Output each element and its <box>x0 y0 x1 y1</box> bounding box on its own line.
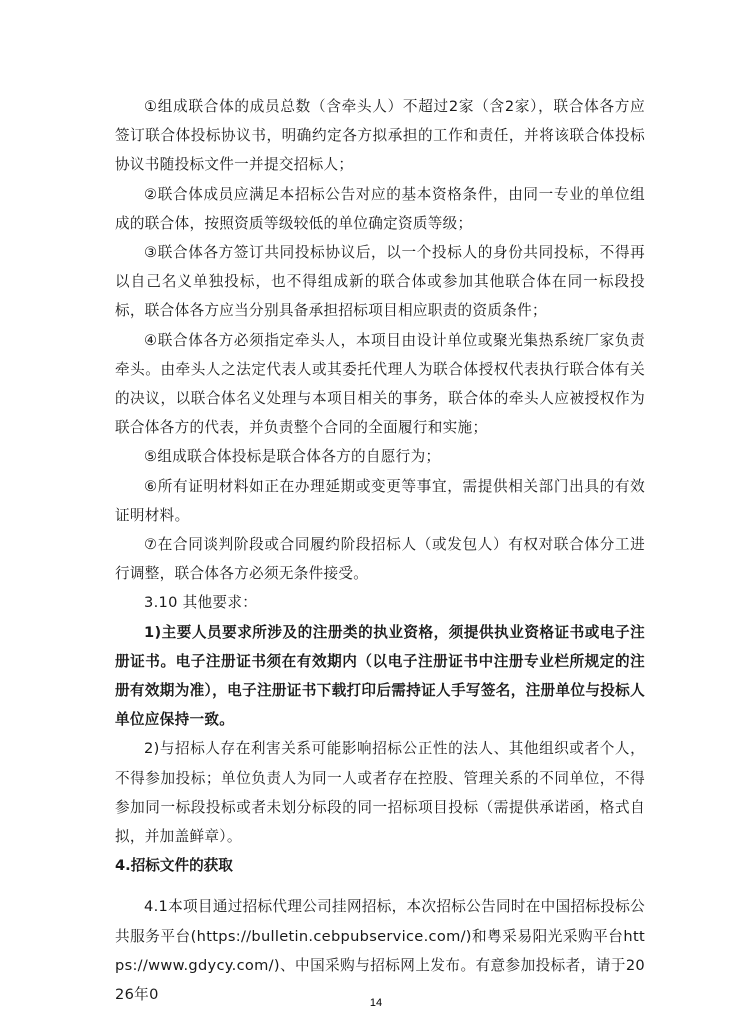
page-number: 14 <box>369 997 383 1009</box>
paragraph-4-1: 4.1本项目通过招标代理公司挂网招标，本次招标公告同时在中国招标投标公共服务平台(https://bulletin.cebpubservice.com/)和粤采易阳光采购平台https://www.gdycy.com/)、中国采购与招标网上发布。有意参加投标者，请于2026年0 <box>115 898 645 1004</box>
paragraph-consortium-7: ⑦在合同谈判阶段或合同履约阶段招标人（或发包人）有权对联合体分工进行调整，联合体各方必须无条件接受。 <box>115 536 645 583</box>
paragraph-consortium-5: ⑤组成联合体投标是联合体各方的自愿行为； <box>144 448 441 466</box>
requirement-1: 1)主要人员要求所涉及的注册类的执业资格，须提供执业资格证书或电子注册证书。电子注册证书须在有效期内（以电子注册证书中注册专业栏所规定的注册有效期为准），电子注册证书下载打印后需持证人手写签名，注册单位与投标人单位应保持一致。 <box>115 623 645 729</box>
paragraph-consortium-6: ⑥所有证明材料如正在办理延期或变更等事宜，需提供相关部门出具的有效证明材料。 <box>115 477 645 524</box>
subsection-3-10-title: 3.10 其他要求： <box>144 594 258 612</box>
paragraph-consortium-2: ②联合体成员应满足本招标公告对应的基本资格条件，由同一专业的单位组成的联合体，按照资质等级较低的单位确定资质等级； <box>115 185 645 232</box>
spacer <box>115 880 645 892</box>
paragraph-consortium-3: ③联合体各方签订共同投标协议后，以一个投标人的身份共同投标，不得再以自己名义单独投标，也不得组成新的联合体或参加其他联合体在同一标段投标，联合体各方应当分别具备承担招标项目相应职责的资质条件； <box>115 244 645 320</box>
requirement-2: 2)与招标人存在利害关系可能影响招标公正性的法人、其他组织或者个人，不得参加投标；单位负责人为同一人或者存在控股、管理关系的不同单位，不得参加同一标段投标或者未划分标段的同一招标项目投标（需提供承诺函，格式自拟，并加盖鲜章）。 <box>115 740 645 846</box>
paragraph-consortium-4: ④联合体各方必须指定牵头人，本项目由设计单位或聚光集热系统厂家负责牵头。由牵头人之法定代表人或其委托代理人为联合体授权代表执行联合体有关的决议，以联合体名义处理与本项目相关的事务，联合体的牵头人应被授权作为联合体各方的代表，并负责整个合同的全面履行和实施； <box>115 331 645 437</box>
page-content <box>115 92 645 1009</box>
section-4-heading: 4.招标文件的获取 <box>115 857 233 875</box>
paragraph-consortium-1: ①组成联合体的成员总数（含牵头人）不超过2家（含2家），联合体各方应签订联合体投标协议书，明确约定各方拟承担的工作和责任，并将该联合体投标协议书随投标文件一并提交招标人； <box>115 98 645 174</box>
